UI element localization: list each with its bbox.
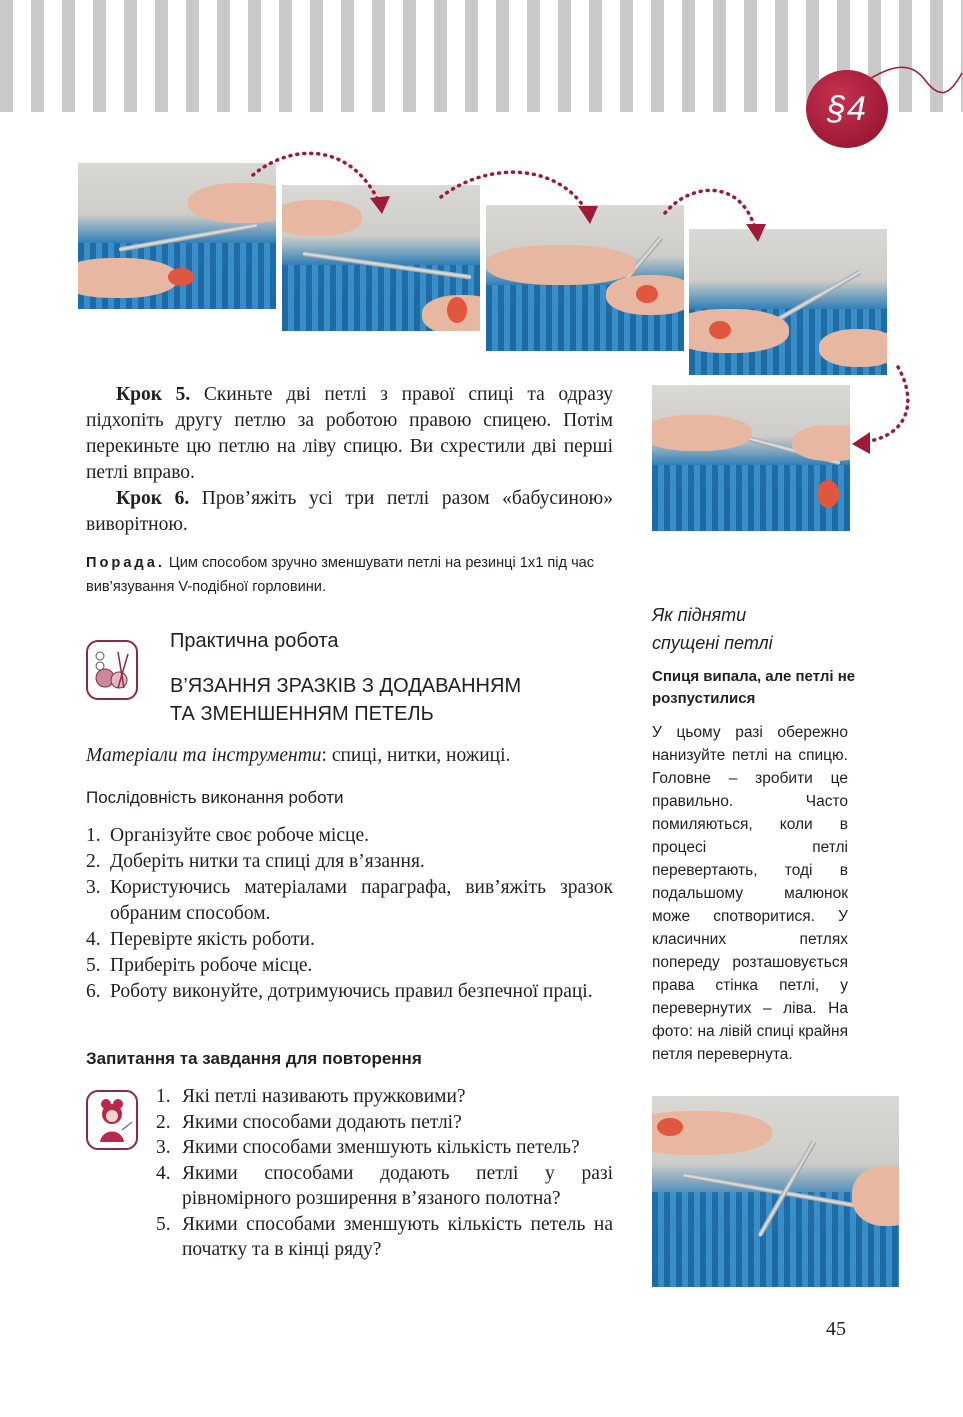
list-item: 5. Якими способами зменшують кількість петель на початку та в кінці ряду? (156, 1213, 613, 1260)
tip-text: Цим способом зручно зменшувати петлі на резинці 1х1 під час вив’язування V-подібної горловини. (86, 555, 595, 595)
list-item: 1. Які петлі називають пружковими? (156, 1086, 466, 1107)
list-item: 2. Якими способами додають петлі? (156, 1111, 462, 1133)
sequence-title: Послідовність виконання роботи (86, 788, 344, 807)
step-photo-5 (652, 385, 850, 531)
list-item: 5. Приберіть робоче місце. (86, 955, 313, 976)
practical-title: Практична робота (170, 630, 339, 652)
questions-title: Запитання та завдання для повторення (86, 1049, 422, 1068)
materials-line: Матеріали та інструменти: спиці, нитки, ножиці. (86, 745, 511, 766)
list-item: 6. Роботу виконуйте, дотримуючись правил безпечної праці. (86, 981, 593, 1002)
step-5-paragraph: Крок 5. Скиньте дві петлі з правої спиці та одразу підхопіть другу петлю за роботою правою спицею. Потім перекиньте цю петлю на ліву спицю. Ви схрестили дві перші петлі вправо. (86, 384, 613, 483)
list-item: 3. Якими способами зменшують кількість петель? (156, 1137, 580, 1158)
tip-label: Порада. (86, 555, 165, 571)
list-item: 1. Організуйте своє робоче місце. (86, 825, 369, 846)
questions-icon (86, 1090, 138, 1150)
tip-note (86, 551, 616, 599)
step-photo-4 (689, 229, 887, 375)
practical-subtitle: В’ЯЗАННЯ ЗРАЗКІВ З ДОДАВАННЯМ ТА ЗМЕНШЕННЯМ ПЕТЕЛЬ (170, 675, 522, 725)
step-6-paragraph: Крок 6. Пров’яжіть усі три петлі разом «бабусиною» виворітною. (86, 488, 613, 535)
list-item: 3. Користуючись матеріалами параграфа, вив’яжіть зразок обраним способом. (86, 877, 613, 924)
arrow-photo2-to-3 (436, 162, 606, 232)
sidebar-italic-title: Як підняти спущені петлі (652, 605, 773, 653)
practical-work-icon (86, 640, 138, 700)
arrow-photo4-to-5 (848, 362, 918, 462)
questions-list (156, 1084, 613, 1263)
arrow-photo3-to-4 (660, 178, 770, 248)
list-item: 2. Доберіть нитки та спиці для в’язання. (86, 851, 425, 872)
arrow-photo1-to-2 (248, 140, 398, 220)
step-photo-1 (78, 163, 276, 309)
list-item: 4. Якими способами додають петлі у разі рівномірного розширення в’язаного полотна? (156, 1162, 613, 1209)
steps-text (86, 382, 613, 538)
work-steps-list (86, 823, 613, 1005)
section-badge: §4 (806, 70, 888, 148)
sidebar-heading: Спиця випала, але петлі не розпустилися (652, 668, 856, 707)
sidebar-body: У цьому разі обережно нанизуйте петлі на спицю. Головне – зробити це правильно. Часто помиляються, коли в процесі петлі перевертають, тоді в подальшому малюнок може спотворитися. У класичних петлях попереду розташовується права стінка петлі, у перевернутих – ліва. На фото: на лівій спиці крайня петля перевернута. (652, 724, 848, 1063)
dropped-loop-photo (652, 1096, 899, 1287)
page-number: 45 (826, 1318, 846, 1340)
list-item: 4. Перевірте якість роботи. (86, 929, 315, 950)
